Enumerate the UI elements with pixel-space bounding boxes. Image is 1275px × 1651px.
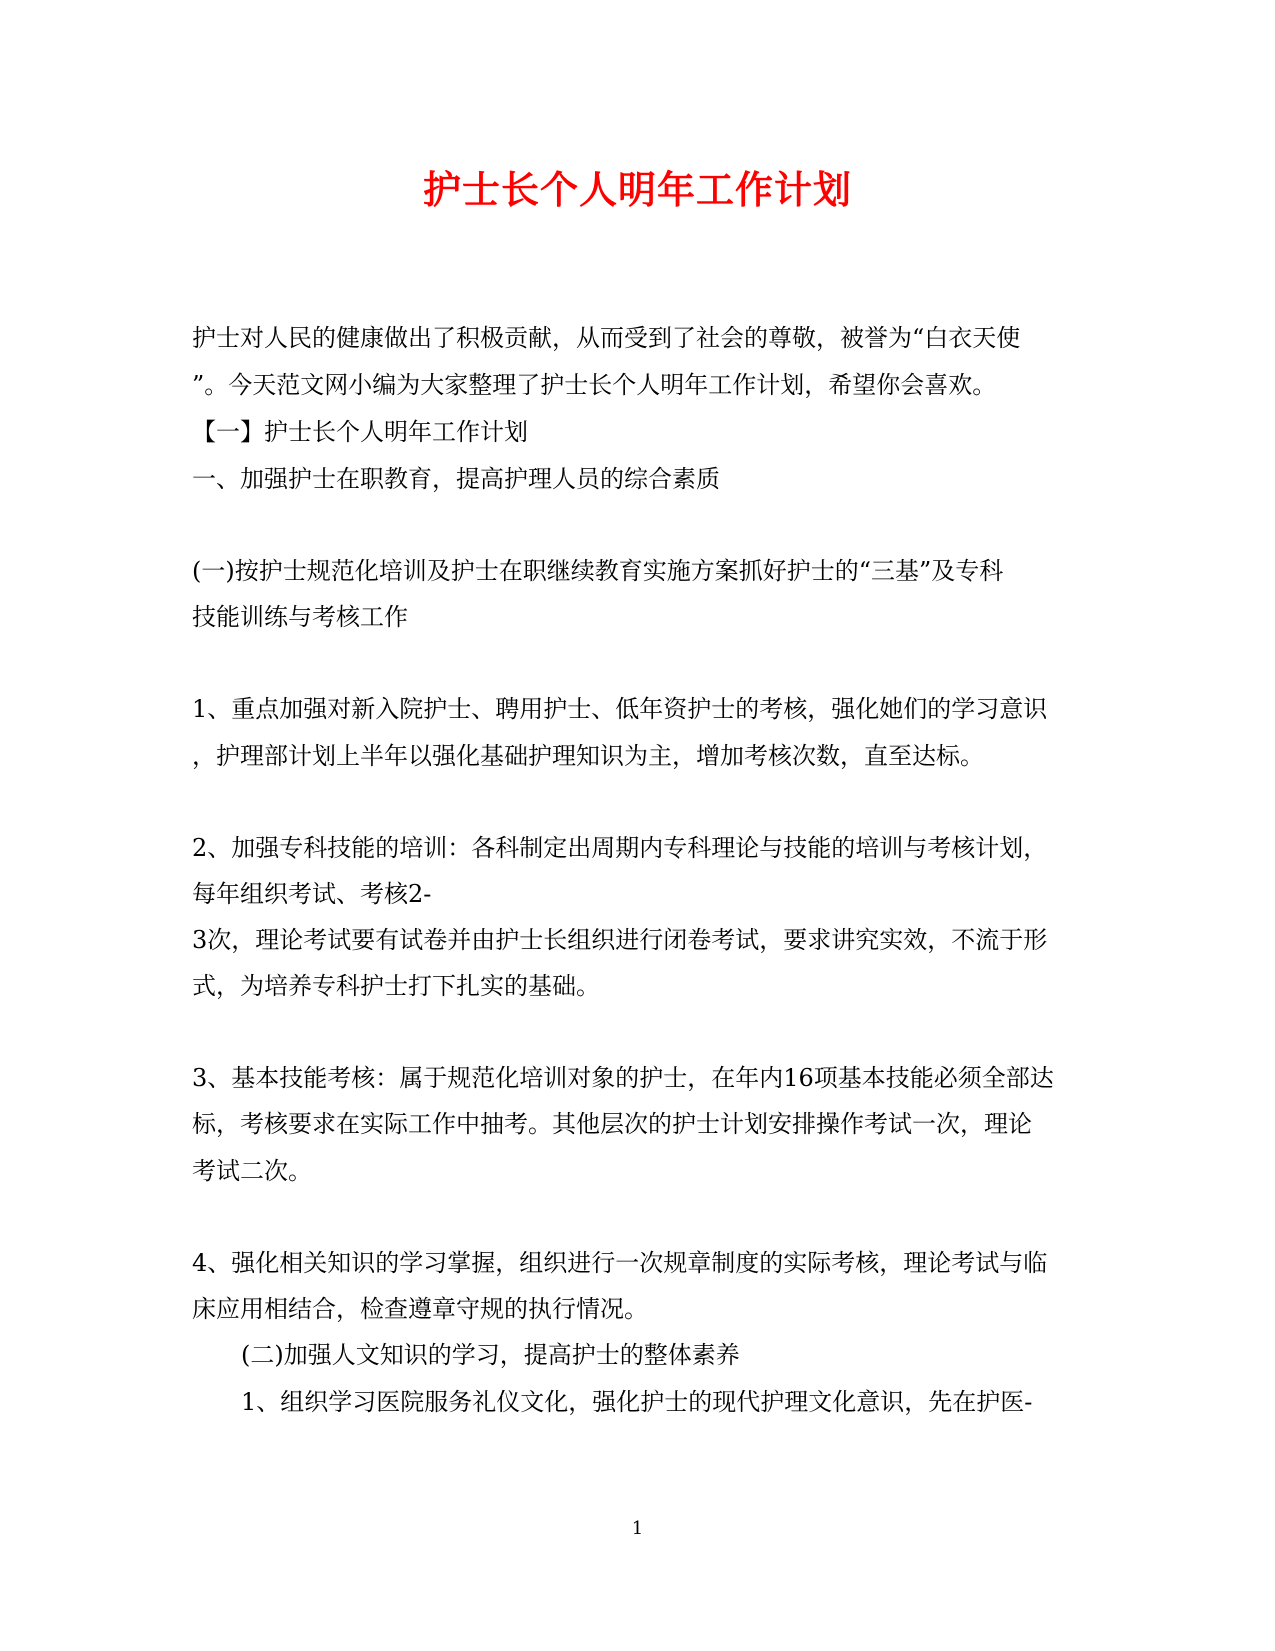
paragraph-line: 式，为培养专科护士打下扎实的基础。 [192,972,600,1000]
paragraph-line: 标，考核要求在实际工作中抽考。其他层次的护士计划安排操作考试一次，理论 [192,1110,1032,1138]
subsection-heading: (二)加强人文知识的学习，提高护士的整体素养 [241,1341,740,1369]
paragraph-line: 2、加强专科技能的培训：各科制定出周期内专科理论与技能的培训与考核计划， [192,834,1048,862]
paragraph-line: 考试二次。 [192,1157,312,1185]
paragraph-line: 1、组织学习医院服务礼仪文化，强化护士的现代护理文化意识，先在护医- [241,1388,1033,1416]
paragraph-line: 护士对人民的健康做出了积极贡献，从而受到了社会的尊敬，被誉为“白衣天使 [192,324,1021,352]
paragraph-line: 床应用相结合，检查遵章守规的执行情况。 [192,1295,648,1323]
paragraph-line: 3、基本技能考核：属于规范化培训对象的护士，在年内16项基本技能必须全部达 [192,1064,1054,1092]
subsection-heading: 技能训练与考核工作 [192,603,408,631]
page-title: 护士长个人明年工作计划 [422,167,852,212]
paragraph-line: 4、强化相关知识的学习掌握，组织进行一次规章制度的实际考核，理论考试与临 [192,1249,1048,1277]
subsection-heading: (一)按护士规范化培训及护士在职继续教育实施方案抓好护士的“三基”及专科 [192,557,1004,585]
paragraph-line: 1、重点加强对新入院护士、聘用护士、低年资护士的考核，强化她们的学习意识 [192,695,1048,723]
section-heading: 【一】护士长个人明年工作计划 [192,418,528,446]
page-number: 1 [631,1518,644,1539]
paragraph-line: 3次，理论考试要有试卷并由护士长组织进行闭卷考试，要求讲究实效，不流于形 [192,926,1048,954]
section-heading: 一、加强护士在职教育，提高护理人员的综合素质 [192,465,720,493]
paragraph-line: 每年组织考试、考核2- [192,880,432,908]
paragraph-line: ”。今天范文网小编为大家整理了护士长个人明年工作计划，希望你会喜欢。 [192,371,997,399]
paragraph-line: ，护理部计划上半年以强化基础护理知识为主，增加考核次数，直至达标。 [192,742,984,770]
